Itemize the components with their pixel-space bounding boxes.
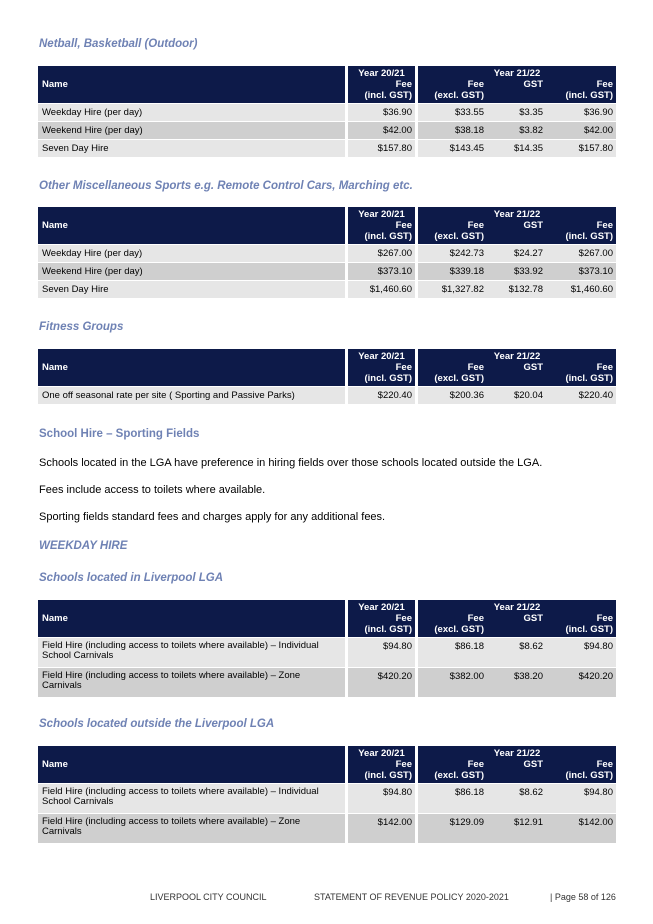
column-header-gst: GST (487, 220, 546, 244)
column-header-excl: (excl. GST) (415, 90, 487, 103)
column-header-incl: (incl. GST) (546, 90, 616, 103)
row-gst: $38.20 (487, 667, 546, 697)
section-title-netball: Netball, Basketball (Outdoor) (39, 38, 198, 50)
row-fee-excl: $33.55 (415, 103, 487, 121)
column-header-incl-prev: (incl. GST) (345, 231, 415, 244)
row-fee-prev: $267.00 (345, 244, 415, 262)
table-row (38, 667, 616, 697)
footer-page-number: | Page 58 of 126 (550, 892, 616, 902)
column-header-incl: (incl. GST) (546, 231, 616, 244)
column-header-incl-prev: (incl. GST) (345, 770, 415, 783)
row-fee-incl: $94.80 (546, 783, 616, 813)
column-header-year-curr: Year 21/22 (415, 746, 616, 759)
column-header-year-prev: Year 20/21 (345, 66, 415, 79)
column-header-name: Name (38, 207, 345, 244)
table-row (38, 386, 616, 404)
row-fee-incl: $36.90 (546, 103, 616, 121)
row-fee-prev: $220.40 (345, 386, 415, 404)
row-name: Field Hire (including access to toilets where available) – Individual School Carnivals (38, 637, 345, 667)
row-gst: $3.82 (487, 121, 546, 139)
fee-table-inside-lga (38, 600, 616, 697)
table-row (38, 280, 616, 298)
paragraph-standard-fees: Sporting fields standard fees and charges apply for any additional fees. (39, 511, 386, 523)
row-name: Field Hire (including access to toilets where available) – Zone Carnivals (38, 813, 345, 843)
paragraph-toilets: Fees include access to toilets where available. (39, 484, 266, 496)
column-header-gst: GST (487, 759, 546, 783)
column-header-year-curr: Year 21/22 (415, 207, 616, 220)
row-name: Weekend Hire (per day) (38, 121, 345, 139)
row-gst: $12.91 (487, 813, 546, 843)
row-name: Field Hire (including access to toilets where available) – Zone Carnivals (38, 667, 345, 697)
row-name: Weekend Hire (per day) (38, 262, 345, 280)
table-row (38, 103, 616, 121)
row-fee-excl: $143.45 (415, 139, 487, 157)
row-gst: $24.27 (487, 244, 546, 262)
column-header-gst: GST (487, 362, 546, 386)
column-header-name: Name (38, 746, 345, 783)
row-fee-excl: $38.18 (415, 121, 487, 139)
row-fee-excl: $1,327.82 (415, 280, 487, 298)
row-fee-incl: $420.20 (546, 667, 616, 697)
column-header-gst: GST (487, 613, 546, 637)
column-header-fee-incl: Fee (546, 613, 616, 624)
row-fee-excl: $339.18 (415, 262, 487, 280)
row-name: Field Hire (including access to toilets where available) – Individual School Carnivals (38, 783, 345, 813)
column-header-incl: (incl. GST) (546, 770, 616, 783)
column-header-excl: (excl. GST) (415, 624, 487, 637)
section-title-fitness: Fitness Groups (39, 321, 124, 333)
column-header-fee-prev: Fee (345, 220, 415, 231)
column-header-year-curr: Year 21/22 (415, 66, 616, 79)
section-title-misc: Other Miscellaneous Sports e.g. Remote Control Cars, Marching etc. (39, 180, 413, 192)
column-header-fee-excl: Fee (415, 220, 487, 231)
column-header-fee-incl: Fee (546, 79, 616, 90)
row-fee-incl: $142.00 (546, 813, 616, 843)
row-name: Weekday Hire (per day) (38, 244, 345, 262)
column-header-incl-prev: (incl. GST) (345, 90, 415, 103)
column-header-name: Name (38, 66, 345, 103)
column-header-fee-prev: Fee (345, 362, 415, 373)
row-fee-excl: $86.18 (415, 637, 487, 667)
column-header-name: Name (38, 349, 345, 386)
row-fee-prev: $420.20 (345, 667, 415, 697)
row-fee-prev: $36.90 (345, 103, 415, 121)
footer-council: LIVERPOOL CITY COUNCIL (150, 892, 267, 902)
row-fee-incl: $373.10 (546, 262, 616, 280)
row-fee-incl: $267.00 (546, 244, 616, 262)
column-header-name: Name (38, 600, 345, 637)
column-header-fee-excl: Fee (415, 759, 487, 770)
column-header-excl: (excl. GST) (415, 373, 487, 386)
column-header-incl: (incl. GST) (546, 373, 616, 386)
row-gst: $132.78 (487, 280, 546, 298)
column-header-excl: (excl. GST) (415, 231, 487, 244)
row-name: Seven Day Hire (38, 139, 345, 157)
row-name: One off seasonal rate per site ( Sporting and Passive Parks) (38, 386, 345, 404)
column-header-fee-prev: Fee (345, 79, 415, 90)
column-header-fee-incl: Fee (546, 759, 616, 770)
row-fee-excl: $86.18 (415, 783, 487, 813)
column-header-incl: (incl. GST) (546, 624, 616, 637)
row-fee-incl: $94.80 (546, 637, 616, 667)
section-title-school-hire: School Hire – Sporting Fields (39, 428, 200, 440)
section-title-inside-lga: Schools located in Liverpool LGA (39, 572, 224, 584)
row-gst: $8.62 (487, 783, 546, 813)
section-title-outside-lga: Schools located outside the Liverpool LGA (39, 718, 275, 730)
column-header-fee-prev: Fee (345, 613, 415, 624)
column-header-year-prev: Year 20/21 (345, 600, 415, 613)
column-header-year-prev: Year 20/21 (345, 746, 415, 759)
row-fee-excl: $242.73 (415, 244, 487, 262)
row-fee-prev: $142.00 (345, 813, 415, 843)
column-header-fee-incl: Fee (546, 362, 616, 373)
column-header-year-prev: Year 20/21 (345, 349, 415, 362)
table-row (38, 783, 616, 813)
row-fee-incl: $1,460.60 (546, 280, 616, 298)
fee-table-outside-lga (38, 746, 616, 843)
fee-table-fitness (38, 349, 616, 404)
fee-table-netball (38, 66, 616, 157)
row-fee-prev: $373.10 (345, 262, 415, 280)
fee-table-misc (38, 207, 616, 298)
table-row (38, 813, 616, 843)
row-fee-excl: $382.00 (415, 667, 487, 697)
row-fee-incl: $157.80 (546, 139, 616, 157)
column-header-year-curr: Year 21/22 (415, 600, 616, 613)
table-row (38, 139, 616, 157)
column-header-fee-excl: Fee (415, 79, 487, 90)
weekday-hire-heading: WEEKDAY HIRE (39, 540, 128, 552)
row-fee-prev: $94.80 (345, 783, 415, 813)
column-header-fee-excl: Fee (415, 613, 487, 624)
row-fee-prev: $157.80 (345, 139, 415, 157)
table-row (38, 262, 616, 280)
table-row (38, 121, 616, 139)
row-fee-incl: $220.40 (546, 386, 616, 404)
column-header-excl: (excl. GST) (415, 770, 487, 783)
column-header-year-curr: Year 21/22 (415, 349, 616, 362)
table-row (38, 244, 616, 262)
row-gst: $20.04 (487, 386, 546, 404)
column-header-gst: GST (487, 79, 546, 103)
column-header-fee-incl: Fee (546, 220, 616, 231)
column-header-year-prev: Year 20/21 (345, 207, 415, 220)
row-gst: $8.62 (487, 637, 546, 667)
row-name: Seven Day Hire (38, 280, 345, 298)
row-fee-excl: $200.36 (415, 386, 487, 404)
row-fee-incl: $42.00 (546, 121, 616, 139)
column-header-fee-prev: Fee (345, 759, 415, 770)
paragraph-preference: Schools located in the LGA have preference in hiring fields over those schools located outside the LGA. (39, 457, 543, 469)
row-gst: $3.35 (487, 103, 546, 121)
column-header-incl-prev: (incl. GST) (345, 624, 415, 637)
row-fee-prev: $94.80 (345, 637, 415, 667)
row-gst: $14.35 (487, 139, 546, 157)
row-fee-prev: $42.00 (345, 121, 415, 139)
row-fee-prev: $1,460.60 (345, 280, 415, 298)
row-name: Weekday Hire (per day) (38, 103, 345, 121)
column-header-incl-prev: (incl. GST) (345, 373, 415, 386)
table-row (38, 637, 616, 667)
column-header-fee-excl: Fee (415, 362, 487, 373)
footer-document: STATEMENT OF REVENUE POLICY 2020-2021 (314, 892, 509, 902)
row-gst: $33.92 (487, 262, 546, 280)
row-fee-excl: $129.09 (415, 813, 487, 843)
